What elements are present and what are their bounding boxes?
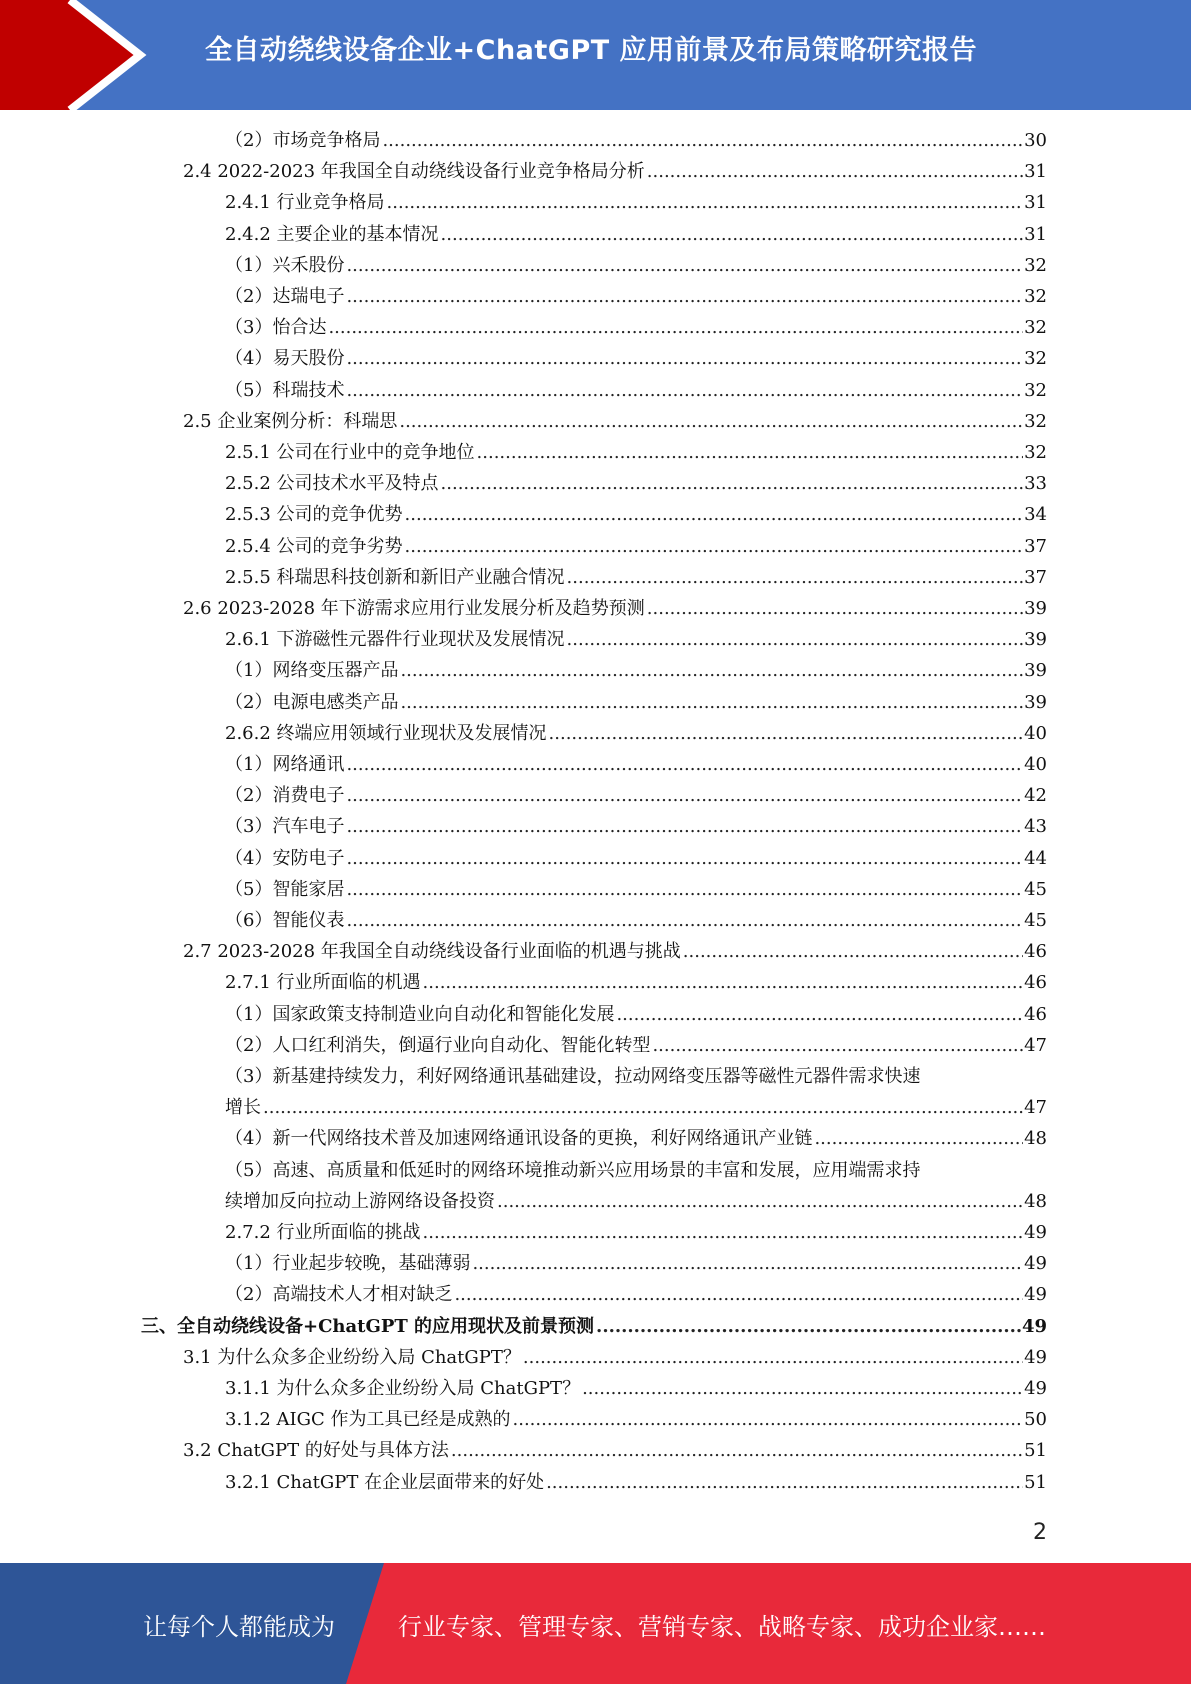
toc-leader-dots — [523, 1344, 1023, 1372]
toc-entry[interactable] — [225, 501, 1047, 529]
toc-entry-page: 39 — [1024, 598, 1047, 619]
toc-entry-title: （4）新一代网络技术普及加速网络通讯设备的更换，利好网络通讯产业链 — [225, 1128, 813, 1150]
toc-entry-page: 33 — [1024, 473, 1047, 495]
toc-entry[interactable] — [225, 314, 1047, 342]
toc-leader-dots — [346, 845, 1023, 873]
toc-leader-dots — [346, 907, 1023, 935]
page-number: 2 — [1033, 1520, 1047, 1545]
toc-entry-title: （1）网络通讯 — [225, 754, 345, 775]
toc-entry-title: （2）电源电感类产品 — [225, 691, 399, 713]
toc-entry-title: 3.2.1 ChatGPT 在企业层面带来的好处 — [225, 1471, 545, 1493]
toc-leader-dots — [497, 1188, 1023, 1216]
toc-entry-title: 3.1 为什么众多企业纷纷入局 ChatGPT？ — [183, 1346, 521, 1368]
toc-entry-page: 48 — [1024, 1128, 1047, 1150]
toc-entry[interactable] — [225, 876, 1047, 904]
toc-entry-title: 2.7 2023-2028 年我国全自动绕线设备行业面临的机遇与挑战 — [183, 941, 681, 963]
toc-entry[interactable] — [225, 1125, 1047, 1153]
toc-entry[interactable] — [225, 720, 1047, 748]
toc-entry[interactable] — [225, 657, 1047, 685]
toc-entry[interactable] — [183, 1437, 1047, 1465]
toc-entry-title: 续增加反向拉动上游网络设备投资 — [225, 1190, 495, 1212]
toc-entry[interactable] — [225, 1219, 1047, 1247]
toc-entry-page: 31 — [1024, 161, 1047, 183]
toc-entry-page: 32 — [1024, 317, 1047, 339]
toc-entry-page: 44 — [1024, 847, 1047, 869]
toc-entry-title: 3.1.2 AIGC 作为工具已经是成熟的 — [225, 1409, 511, 1431]
toc-leader-dots — [400, 657, 1023, 685]
toc-entry-title: （1）国家政策支持制造业向自动化和智能化发展 — [225, 1003, 615, 1025]
toc-leader-dots — [399, 408, 1023, 436]
toc-entry[interactable] — [183, 408, 1047, 436]
toc-leader-dots — [596, 1313, 1021, 1341]
toc-entry-page: 40 — [1024, 722, 1047, 744]
toc-entry-title: 2.5.2 公司技术水平及特点 — [225, 473, 439, 495]
toc-entry[interactable] — [225, 751, 1047, 779]
toc-entry-title: （2）人口红利消失，倒逼行业向自动化、智能化转型 — [225, 1034, 651, 1056]
toc-entry[interactable] — [225, 1001, 1047, 1029]
toc-leader-dots — [647, 595, 1023, 623]
toc-entry[interactable] — [225, 1250, 1047, 1278]
toc-entry[interactable] — [225, 127, 1047, 155]
toc-leader-dots — [454, 1281, 1023, 1309]
header-banner — [0, 0, 1191, 110]
toc-entry[interactable] — [225, 189, 1047, 217]
toc-entry-page: 32 — [1024, 348, 1047, 370]
toc-entry[interactable] — [225, 252, 1047, 280]
toc-leader-dots — [513, 1406, 1024, 1434]
toc-entry-title: 2.7.2 行业所面临的挑战 — [225, 1222, 421, 1243]
toc-leader-dots — [441, 221, 1024, 249]
toc-entry-page: 37 — [1024, 535, 1047, 557]
toc-leader-dots — [346, 813, 1023, 841]
toc-entry[interactable] — [225, 439, 1047, 467]
toc-entry[interactable] — [225, 813, 1047, 841]
toc-entry-title: 2.5.5 科瑞思科技创新和新旧产业融合情况 — [225, 566, 565, 588]
toc-entry[interactable] — [225, 626, 1047, 654]
footer-slogan-right: 行业专家、管理专家、营销专家、战略专家、成功企业家…… — [398, 1613, 1046, 1641]
toc-leader-dots — [546, 1469, 1023, 1497]
toc-entry[interactable] — [225, 564, 1047, 592]
toc-entry-page: 49 — [1024, 1346, 1047, 1368]
toc-entry-title: 2.4 2022-2023 年我国全自动绕线设备行业竞争格局分析 — [183, 161, 645, 183]
toc-entry-page: 43 — [1024, 816, 1047, 838]
toc-entry-title: （1）网络变压器产品 — [225, 660, 399, 682]
toc-entry[interactable] — [183, 158, 1047, 186]
report-title: 全自动绕线设备企业+ChatGPT 应用前景及布局策略研究报告 — [205, 35, 978, 66]
toc-entry-title: （5）智能家居 — [225, 878, 345, 900]
toc-leader-dots — [814, 1125, 1023, 1153]
toc-entry-page: 32 — [1024, 286, 1047, 307]
toc-entry-page: 40 — [1024, 754, 1047, 775]
toc-leader-dots — [387, 189, 1024, 217]
toc-entry-title: 2.6.2 终端应用领域行业现状及发展情况 — [225, 722, 547, 744]
toc-entry[interactable] — [225, 1188, 1047, 1216]
toc-leader-dots — [567, 626, 1024, 654]
toc-entry[interactable] — [225, 845, 1047, 873]
toc-leader-dots — [582, 1375, 1023, 1403]
toc-leader-dots — [477, 439, 1024, 467]
toc-leader-dots — [346, 876, 1023, 904]
toc-entry-title: 2.5.1 公司在行业中的竞争地位 — [225, 442, 475, 463]
toc-leader-dots — [346, 252, 1023, 280]
toc-entry-title: 2.4.1 行业竞争格局 — [225, 192, 385, 214]
toc-leader-dots — [346, 283, 1023, 311]
toc-entry-page: 34 — [1024, 504, 1047, 526]
toc-entry-page: 39 — [1024, 691, 1047, 713]
toc-entry-title: （2）市场竞争格局 — [225, 130, 381, 151]
toc-entry-title: 2.6.1 下游磁性元器件行业现状及发展情况 — [225, 629, 565, 651]
toc-entry-title: （5）科瑞技术 — [225, 379, 345, 401]
toc-entry-page: 37 — [1024, 566, 1047, 588]
toc-entry[interactable] — [225, 221, 1047, 249]
toc-entry[interactable] — [225, 969, 1047, 997]
toc-entry-title: 增长 — [225, 1097, 261, 1119]
toc-entry-title: 2.5.4 公司的竞争劣势 — [225, 535, 403, 557]
toc-entry-page: 31 — [1024, 192, 1047, 214]
toc-entry-page: 48 — [1024, 1190, 1047, 1212]
toc-entry[interactable] — [225, 1469, 1047, 1497]
footer-banner — [0, 1563, 1191, 1684]
toc-entry-page: 51 — [1024, 1471, 1047, 1493]
toc-entry-title: 2.7.1 行业所面临的机遇 — [225, 972, 421, 994]
toc-leader-dots — [616, 1001, 1023, 1029]
toc-entry[interactable] — [225, 377, 1047, 405]
toc-entry-page: 49 — [1024, 1284, 1047, 1306]
toc-entry[interactable] — [225, 283, 1047, 311]
toc-entry[interactable] — [225, 907, 1047, 935]
toc-leader-dots — [567, 564, 1024, 592]
toc-entry-title: （2）达瑞电子 — [225, 286, 345, 307]
toc-leader-dots — [382, 127, 1023, 155]
toc-leader-dots — [683, 938, 1023, 966]
toc-entry-page: 49 — [1024, 1222, 1047, 1243]
toc-entry[interactable] — [225, 782, 1047, 810]
toc-entry-page: 50 — [1024, 1409, 1047, 1431]
toc-leader-dots — [549, 720, 1024, 748]
toc-leader-dots — [423, 1219, 1024, 1247]
toc-leader-dots — [647, 158, 1023, 186]
toc-entry-title: 三、全自动绕线设备+ChatGPT 的应用现状及前景预测 — [141, 1315, 595, 1337]
toc-entry-page: 51 — [1024, 1440, 1047, 1462]
toc-entry-page: 32 — [1024, 379, 1047, 401]
footer-slogan-left: 让每个人都能成为 — [143, 1613, 335, 1641]
toc-entry-title: （1）兴禾股份 — [225, 254, 345, 276]
toc-leader-dots — [451, 1437, 1023, 1465]
toc-entry-title: （3）汽车电子 — [225, 816, 345, 838]
toc-leader-dots — [400, 689, 1023, 717]
toc-leader-dots — [405, 533, 1024, 561]
toc-entry-page: 49 — [1024, 1378, 1047, 1399]
toc-entry-page: 32 — [1024, 442, 1047, 463]
toc-leader-dots — [346, 751, 1023, 779]
toc-leader-dots — [263, 1094, 1023, 1122]
toc-entry-page: 46 — [1024, 1003, 1047, 1025]
toc-leader-dots — [346, 345, 1023, 373]
toc-entry-line: （3）新基建持续发力，利好网络通讯基础建设，拉动网络变压器等磁性元器件需求快速 — [225, 1066, 921, 1087]
toc-entry[interactable] — [225, 689, 1047, 717]
toc-leader-dots — [346, 377, 1023, 405]
toc-entry[interactable] — [183, 595, 1047, 623]
toc-entry-title: （6）智能仪表 — [225, 910, 345, 931]
toc-entry-page: 49 — [1021, 1315, 1047, 1337]
toc-entry-page: 30 — [1024, 130, 1047, 151]
toc-leader-dots — [346, 782, 1023, 810]
toc-entry-page: 45 — [1024, 878, 1047, 900]
toc-entry[interactable] — [225, 470, 1047, 498]
toc-entry[interactable] — [225, 1094, 1047, 1122]
toc-chapter-entry[interactable] — [141, 1313, 1047, 1341]
toc-entry-title: 2.6 2023-2028 年下游需求应用行业发展分析及趋势预测 — [183, 598, 645, 619]
toc-entry-page: 46 — [1024, 972, 1047, 994]
toc-leader-dots — [405, 501, 1024, 529]
toc-entry[interactable] — [225, 1375, 1047, 1403]
toc-entry-page: 32 — [1024, 254, 1047, 276]
toc-leader-dots — [652, 1032, 1023, 1060]
toc-entry-title: 3.1.1 为什么众多企业纷纷入局 ChatGPT？ — [225, 1378, 581, 1399]
toc-leader-dots — [328, 314, 1023, 342]
toc-entry-page: 45 — [1024, 910, 1047, 931]
toc-entry-title: 3.2 ChatGPT 的好处与具体方法 — [183, 1440, 449, 1462]
toc-entry-page: 32 — [1024, 410, 1047, 432]
toc-entry-title: 2.5.3 公司的竞争优势 — [225, 504, 403, 526]
toc-entry-title: （4）安防电子 — [225, 847, 345, 869]
toc-entry[interactable] — [225, 345, 1047, 373]
toc-entry-title: （2）消费电子 — [225, 785, 345, 807]
toc-entry[interactable] — [225, 1281, 1047, 1309]
toc-entry-page: 39 — [1024, 660, 1047, 682]
toc-entry-page: 46 — [1024, 941, 1047, 963]
toc-entry-line: （5）高速、高质量和低延时的网络环境推动新兴应用场景的丰富和发展，应用端需求持 — [225, 1159, 921, 1181]
toc-leader-dots — [423, 969, 1024, 997]
toc-entry[interactable] — [225, 1406, 1047, 1434]
toc-entry-page: 49 — [1024, 1253, 1047, 1275]
toc-entry-page: 47 — [1024, 1034, 1047, 1056]
toc-entry[interactable] — [225, 1032, 1047, 1060]
toc-entry-page: 42 — [1024, 785, 1047, 807]
toc-entry-title: （1）行业起步较晚，基础薄弱 — [225, 1253, 471, 1275]
toc-entry-title: （3）怡合达 — [225, 317, 327, 339]
toc-entry-page: 47 — [1024, 1097, 1047, 1119]
toc-leader-dots — [441, 470, 1024, 498]
toc-entry-title: 2.4.2 主要企业的基本情况 — [225, 223, 439, 245]
toc-entry-title: 2.5 企业案例分析：科瑞思 — [183, 410, 398, 432]
toc-entry[interactable] — [183, 1344, 1047, 1372]
toc-leader-dots — [472, 1250, 1023, 1278]
toc-entry-title: （2）高端技术人才相对缺乏 — [225, 1284, 453, 1306]
toc-entry[interactable] — [225, 533, 1047, 561]
toc-entry-title: （4）易天股份 — [225, 348, 345, 370]
toc-entry[interactable] — [183, 938, 1047, 966]
toc-entry-page: 31 — [1024, 223, 1047, 245]
toc-entry-page: 39 — [1024, 629, 1047, 651]
